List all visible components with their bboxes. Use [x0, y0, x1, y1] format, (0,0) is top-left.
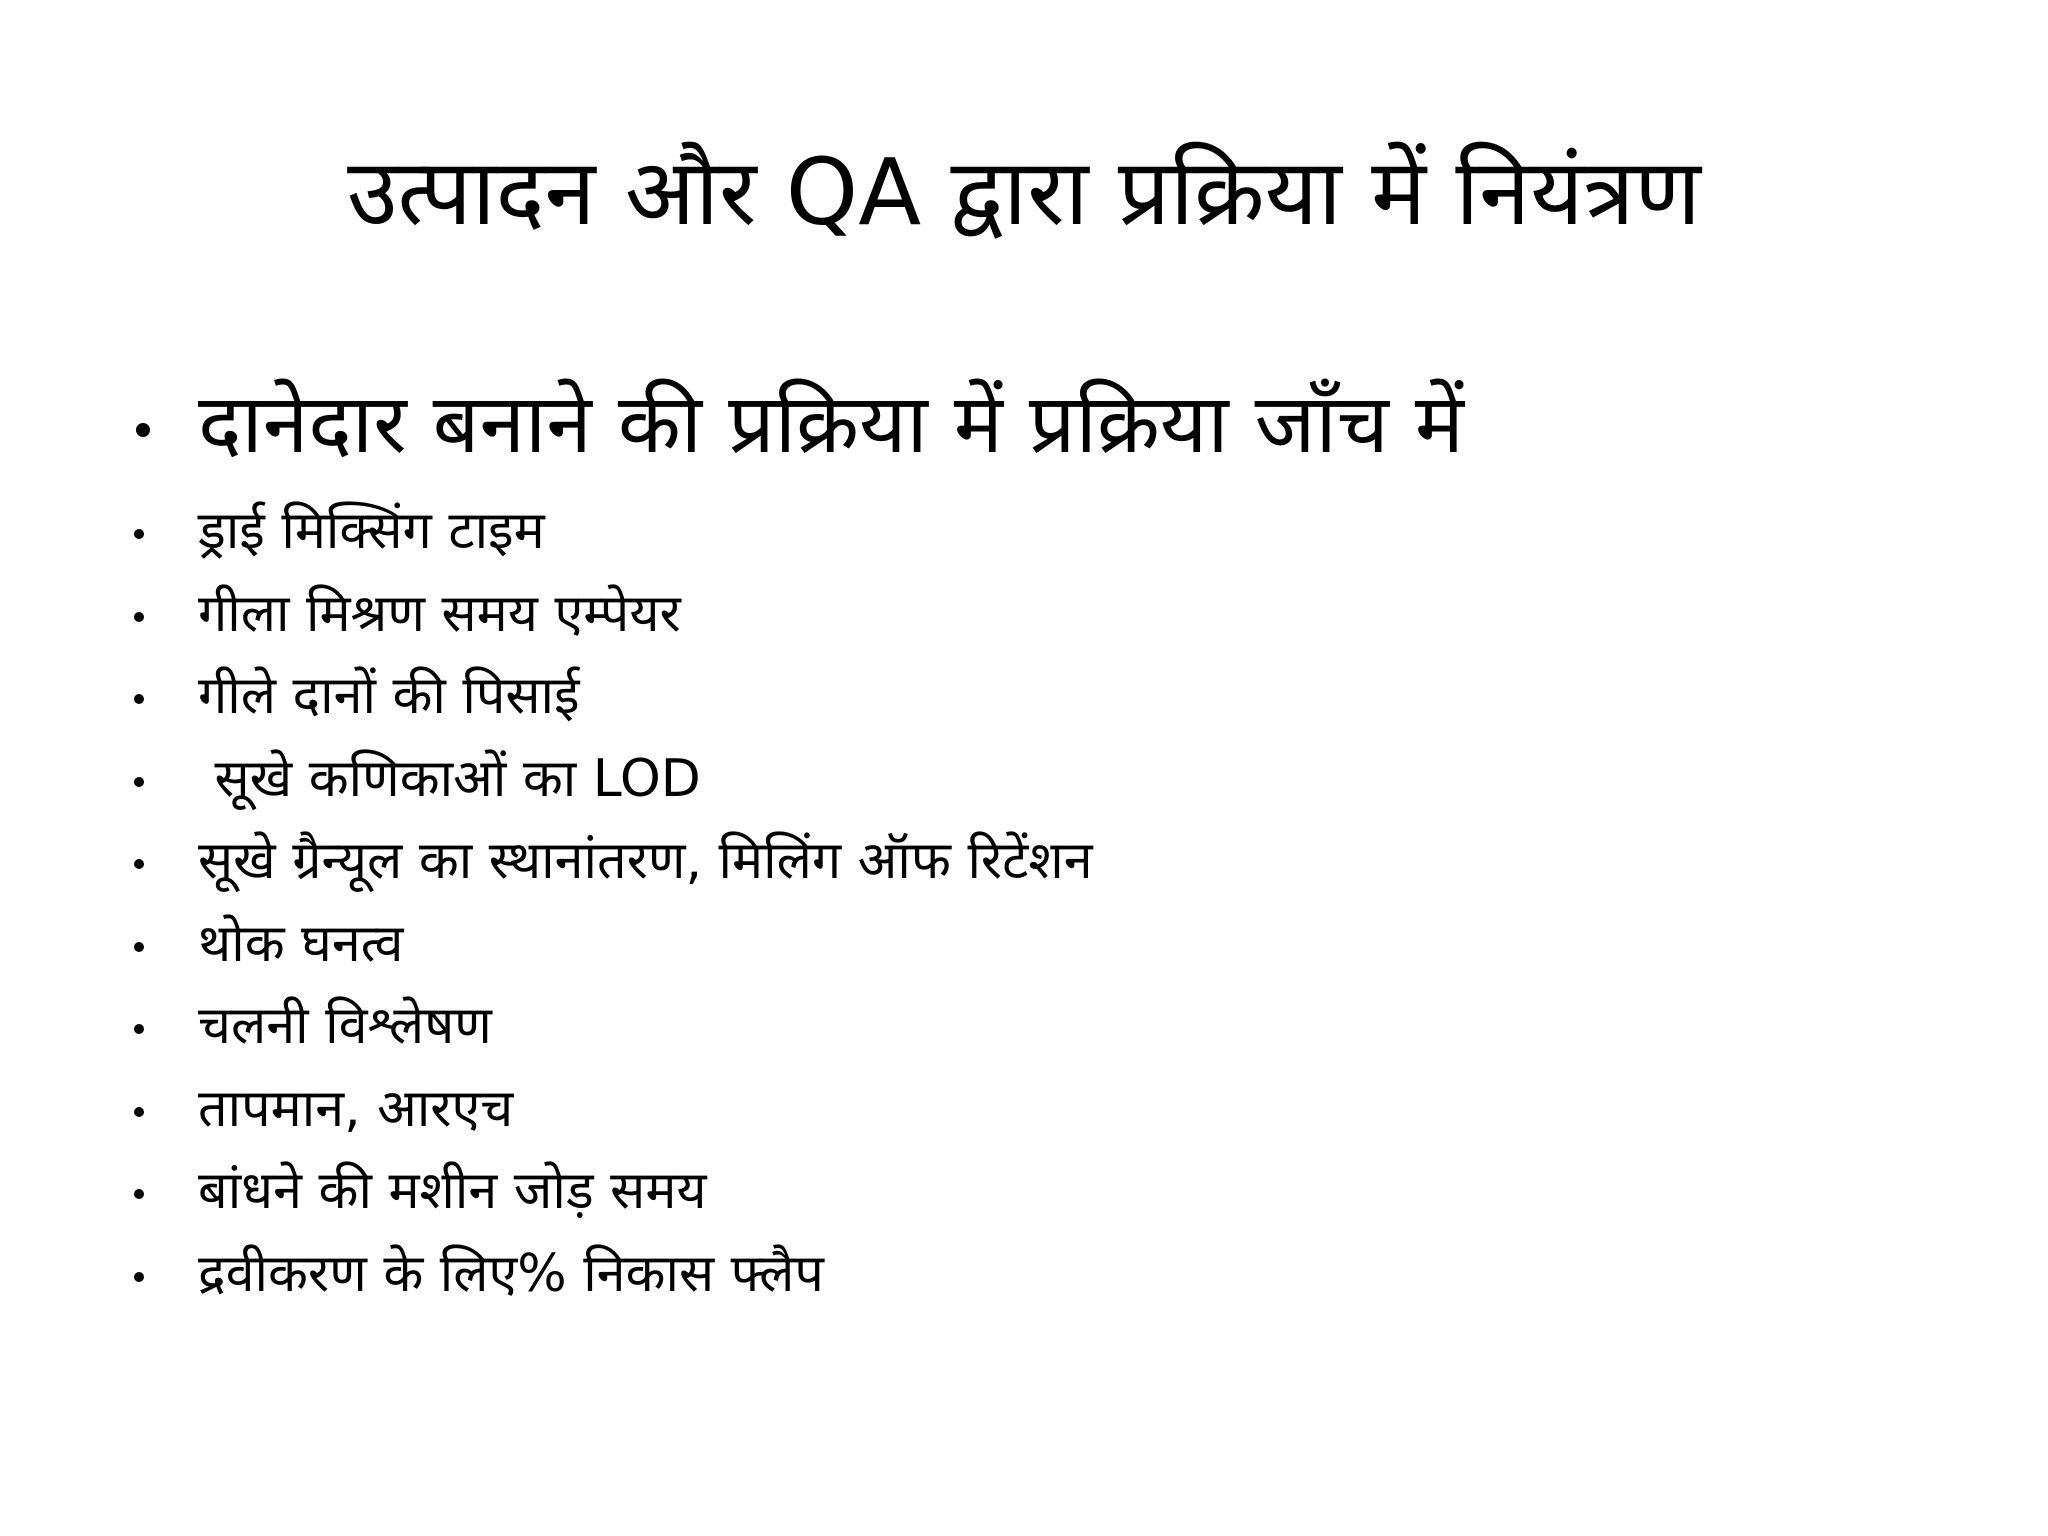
sub-bullet-text: ड्राई मिक्सिंग टाइम — [198, 501, 545, 561]
sub-bullet — [120, 820, 1464, 903]
sub-bullet-text: बांधने की मशीन जोड़ समय — [198, 1161, 707, 1221]
sub-bullet-text: तापमान, आरएच — [198, 1078, 514, 1139]
bullet-list — [120, 360, 1464, 1315]
sub-bullet — [120, 738, 1464, 821]
sub-bullet — [120, 1068, 1464, 1151]
sub-bullet-text: द्रवीकरण के लिए% निकास फ्लैप — [198, 1243, 824, 1304]
sub-bullet — [120, 1233, 1464, 1316]
sub-bullet — [120, 1150, 1464, 1233]
bullet-icon — [120, 573, 198, 656]
main-bullet — [120, 360, 1464, 490]
slide-title: उत्पादन और QA द्वारा प्रक्रिया में नियंत्रण — [347, 139, 1701, 246]
bullet-icon — [120, 1233, 198, 1316]
sub-bullet-text: सूखे ग्रैन्यूल का स्थानांतरण, मिलिंग ऑफ रिटेंशन — [198, 831, 1093, 891]
bullet-icon — [120, 820, 198, 903]
bullet-icon — [120, 360, 198, 490]
bullet-icon — [120, 1068, 198, 1151]
bullet-icon — [120, 738, 198, 821]
sub-bullet — [120, 573, 1464, 656]
sub-bullet — [120, 490, 1464, 573]
bullet-icon — [120, 903, 198, 986]
bullet-icon — [120, 655, 198, 738]
sub-bullet-text: गीला मिश्रण समय एम्पेयर — [198, 583, 681, 644]
bullet-icon — [120, 985, 198, 1068]
sub-bullet-text: सूखे कणिकाओं का LOD — [198, 748, 701, 809]
bullet-icon — [120, 490, 198, 573]
sub-bullet-text: गीले दानों की पिसाई — [198, 666, 580, 726]
sub-bullet — [120, 903, 1464, 986]
sub-bullet-text: थोक घनत्व — [198, 913, 404, 974]
bullet-icon — [120, 1150, 198, 1233]
main-bullet-text: दानेदार बनाने की प्रक्रिया में प्रक्रिया जाँच में — [198, 377, 1464, 472]
sub-bullet — [120, 655, 1464, 738]
sub-bullet-text: चलनी विश्लेषण — [198, 996, 492, 1056]
sub-bullet — [120, 985, 1464, 1068]
